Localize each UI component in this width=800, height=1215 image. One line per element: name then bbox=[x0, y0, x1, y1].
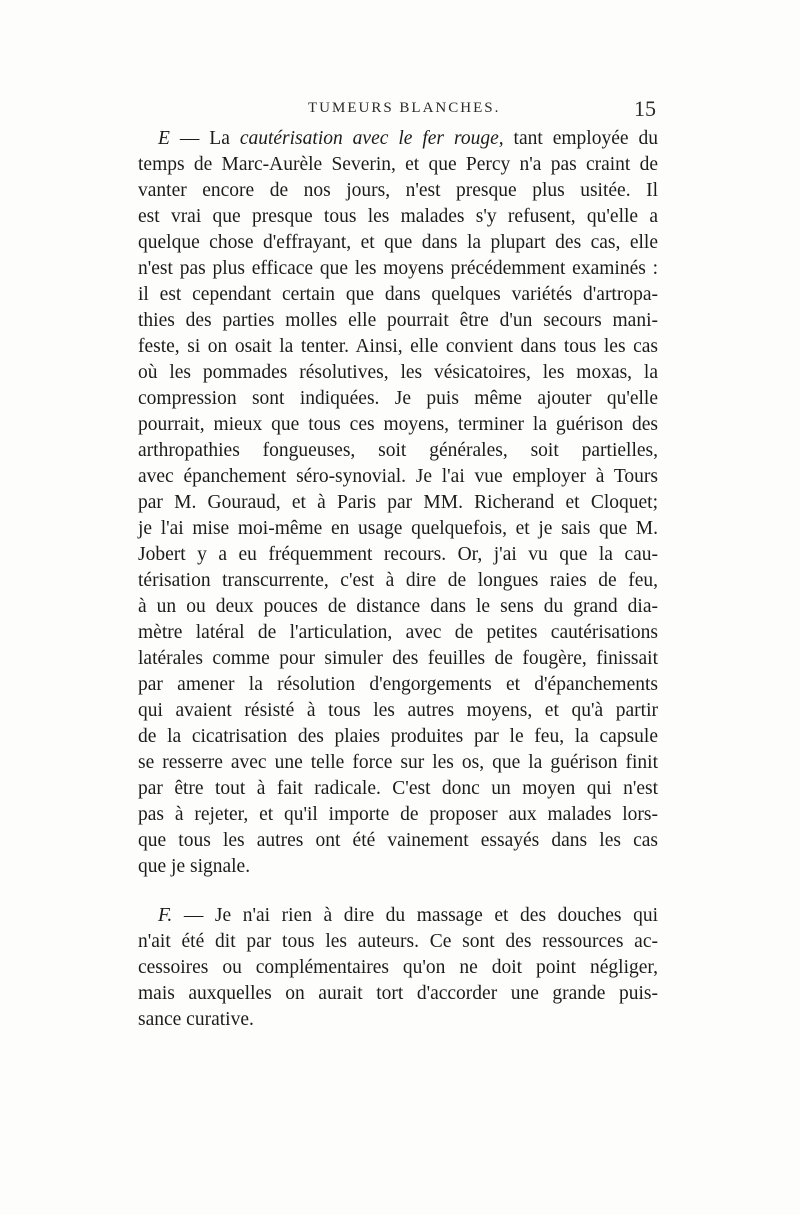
text-line: n'ait été dit par tous les auteurs. Ce sont des ressources ac- bbox=[138, 931, 658, 952]
text-span: — La bbox=[169, 128, 240, 149]
paragraph-f bbox=[138, 903, 658, 1033]
text-line: térisation transcurrente, c'est à dire de longues raies de feu, bbox=[138, 570, 658, 591]
text-line: que je signale. bbox=[138, 856, 251, 877]
text-line: est vrai que presque tous les malades s'y refusent, qu'elle a bbox=[138, 206, 658, 227]
text-line: où les pommades résolutives, les vésicatoires, les moxas, la bbox=[138, 362, 658, 383]
text-line: que tous les autres ont été vainement essayés dans les cas bbox=[138, 830, 658, 851]
text-line: qui avaient résisté à tous les autres moyens, et qu'à partir bbox=[138, 700, 658, 721]
page-number: 15 bbox=[634, 96, 656, 121]
text-line: arthropathies fongueuses, soit générales, soit partielles, bbox=[138, 440, 658, 461]
text-line: Jobert y a eu fréquemment recours. Or, j'ai vu que la cau- bbox=[138, 544, 658, 565]
text-line: se resserre avec une telle force sur les os, que la guérison finit bbox=[138, 752, 658, 773]
text-line: temps de Marc-Aurèle Severin, et que Percy n'a pas craint de bbox=[138, 154, 658, 175]
paragraph-label: F. bbox=[158, 905, 173, 926]
text-line: compression sont indiquées. Je puis même ajouter qu'elle bbox=[138, 388, 658, 409]
text-span: — Je n'ai rien à dire du massage et des douches qui bbox=[172, 905, 658, 926]
running-head bbox=[138, 98, 658, 128]
text-line: feste, si on osait la tenter. Ainsi, elle convient dans tous les cas bbox=[138, 336, 658, 357]
text-span: tant employée du bbox=[503, 128, 658, 149]
text-line: avec épanchement séro-synovial. Je l'ai vue employer à Tours bbox=[138, 466, 658, 487]
text-line: thies des parties molles elle pourrait être d'un secours mani- bbox=[138, 310, 658, 331]
text-line: il est cependant certain que dans quelques variétés d'artropa- bbox=[138, 284, 658, 305]
text-line: pas à rejeter, et qu'il importe de proposer aux malades lors- bbox=[138, 804, 658, 825]
text-line: mètre latéral de l'articulation, avec de petites cautérisations bbox=[138, 622, 658, 643]
text-line: sance curative. bbox=[138, 1009, 254, 1030]
text-line: cessoires ou complémentaires qu'on ne doit point négliger, bbox=[138, 957, 658, 978]
paragraph-first-line bbox=[138, 126, 658, 152]
text-line: je l'ai mise moi-même en usage quelquefois, et je sais que M. bbox=[138, 518, 658, 539]
text-line: mais auxquelles on aurait tort d'accorder une grande puis- bbox=[138, 983, 658, 1004]
running-title: TUMEURS BLANCHES. bbox=[308, 100, 501, 116]
text-line: pourrait, mieux que tous ces moyens, terminer la guérison des bbox=[138, 414, 658, 435]
text-line: de la cicatrisation des plaies produites par le feu, la capsule bbox=[138, 726, 658, 747]
text-line: par M. Gouraud, et à Paris par MM. Richerand et Cloquet; bbox=[138, 492, 658, 513]
text-line: vanter encore de nos jours, n'est presque plus usitée. Il bbox=[138, 180, 658, 201]
paragraph-first-line bbox=[138, 903, 658, 929]
paragraph-e bbox=[138, 126, 658, 880]
text-line: par amener la résolution d'engorgements et d'épanchements bbox=[138, 674, 658, 695]
paragraph-label: E bbox=[158, 128, 170, 149]
text-line: quelque chose d'effrayant, et que dans la plupart des cas, elle bbox=[138, 232, 658, 253]
text-line: par être tout à fait radicale. C'est donc un moyen qui n'est bbox=[138, 778, 658, 799]
italic-phrase: cautérisation avec le fer rouge, bbox=[239, 128, 504, 149]
text-line: latérales comme pour simuler des feuilles de fougère, finissait bbox=[138, 648, 658, 669]
text-line: n'est pas plus efficace que les moyens précédemment examinés : bbox=[138, 258, 658, 279]
text-line: à un ou deux pouces de distance dans le sens du grand dia- bbox=[138, 596, 658, 617]
